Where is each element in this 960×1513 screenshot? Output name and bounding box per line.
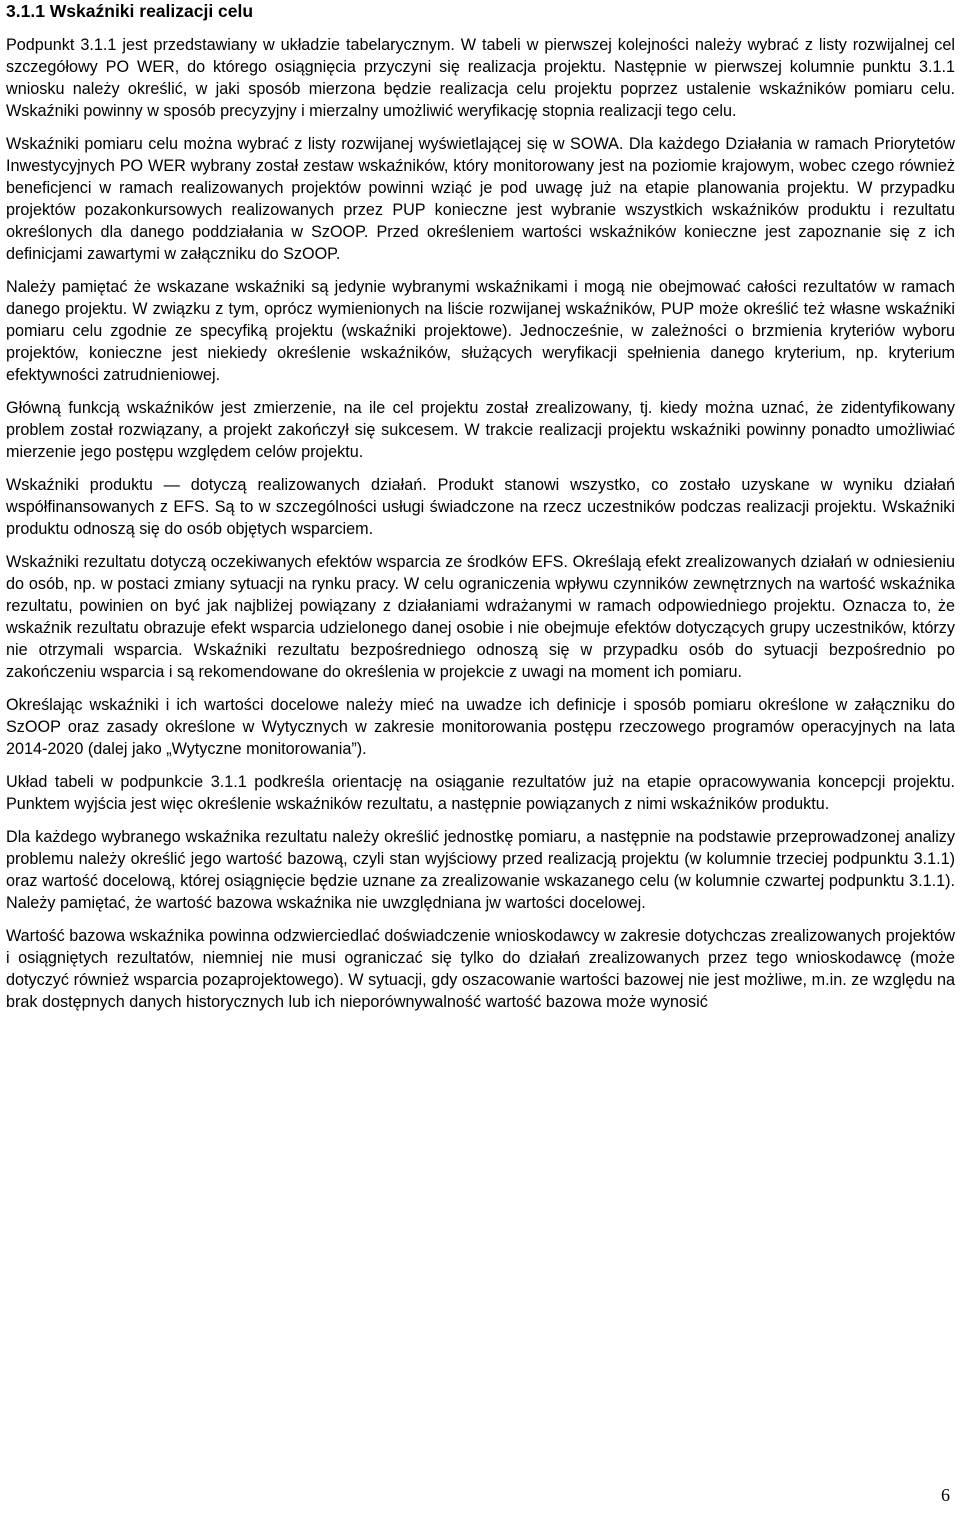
paragraph-own-indicators: Należy pamiętać że wskazane wskaźniki są jedynie wybranymi wskaźnikami i mogą nie obejmować całości rezultatów w ramach danego projektu. W związku z tym, oprócz wymienionych na liście rozwijanej wskaźników, PUP może określić też własne wskaźniki pomiaru celu zgodnie ze specyfiką projektu (wskaźniki projektowe). Jednocześnie, w zależności o brzmienia kryteriów wyboru projektów, konieczne jest niekiedy określenie wskaźników, służących weryfikacji spełnienia danego kryterium, np. kryterium efektywności zatrudnieniowej.	[6, 278, 955, 384]
paragraph-result-indicators: Wskaźniki rezultatu dotyczą oczekiwanych efektów wsparcia ze środków EFS. Określają efekt zrealizowanych działań w odniesieniu do osób, np. w postaci zmiany sytuacji na rynku pracy. W celu ograniczenia wpływu czynników zewnętrznych na wartość wskaźnika rezultatu, powinien on być jak najbliżej powiązany z działaniami wdrażanymi w ramach odpowiedniego projektu. Oznacza to, że wskaźnik rezultatu obrazuje efekt wsparcia udzielonego danej osobie i nie obejmuje efektów dotyczących grupy uczestników, którzy nie otrzymali wsparcia. Wskaźniki rezultatu bezpośredniego odnoszą się w przypadku osób do sytuacji bezpośrednio po zakończeniu wsparcia i są rekomendowane do określenia w projekcie z uwagi na moment ich pomiaru.	[6, 553, 955, 681]
document-page	[6, 0, 955, 1013]
paragraph-target-values: Określając wskaźniki i ich wartości docelowe należy mieć na uwadze ich definicje i sposób pomiaru określone w załączniku do SzOOP oraz zasady określone w Wytycznych w zakresie monitorowania postępu rzeczowego programów operacyjnych na lata 2014-2020 (dalej jako „Wytyczne monitorowania”).	[6, 696, 955, 758]
section-heading: 3.1.1 Wskaźniki realizacji celu	[6, 1, 254, 21]
paragraph-base-value: Dla każdego wybranego wskaźnika rezultatu należy określić jednostkę pomiaru, a następnie na podstawie przeprowadzonej analizy problemu należy określić jego wartość bazową, czyli stan wyjściowy przed realizacją projektu (w kolumnie trzeciej podpunktu 3.1.1) oraz wartość docelową, której osiągnięcie będzie uznane za zrealizowanie wskazanego celu (w kolumnie czwartej podpunktu 3.1.1). Należy pamiętać, że wartość bazowa wskaźnika nie uwzględniana jw wartości docelowej.	[6, 828, 955, 912]
page-number: 6	[941, 1485, 950, 1505]
paragraph-intro: Podpunkt 3.1.1 jest przedstawiany w układzie tabelarycznym. W tabeli w pierwszej kolejności należy wybrać z listy rozwijalnej cel szczegółowy PO WER, do którego osiągnięcia przyczyni się realizacja projektu. Następnie w pierwszej kolumnie punktu 3.1.1 wniosku należy określić, w jaki sposób mierzona będzie realizacja celu projektu poprzez ustalenie wskaźników pomiaru celu. Wskaźniki powinny w sposób precyzyjny i mierzalny umożliwić weryfikację stopnia realizacji tego celu.	[6, 36, 955, 120]
paragraph-base-value-experience: Wartość bazowa wskaźnika powinna odzwierciedlać doświadczenie wnioskodawcy w zakresie dotychczas zrealizowanych projektów i osiągniętych rezultatów, niemniej nie musi ograniczać się tylko do działań zrealizowanych przez tego wnioskodawcę (może dotyczyć również wsparcia pozaprojektowego). W sytuacji, gdy oszacowanie wartości bazowej nie jest możliwe, m.in. ze względu na brak dostępnych danych historycznych lub ich nieporównywalność wartość bazowa może wynosić	[6, 927, 955, 1011]
paragraph-table-layout: Układ tabeli w podpunkcie 3.1.1 podkreśla orientację na osiąganie rezultatów już na etapie opracowywania koncepcji projektu. Punktem wyjścia jest więc określenie wskaźników rezultatu, a następnie powiązanych z nimi wskaźników produktu.	[6, 773, 955, 813]
paragraph-main-function: Główną funkcją wskaźników jest zmierzenie, na ile cel projektu został zrealizowany, tj. kiedy można uznać, że zidentyfikowany problem został rozwiązany, a projekt zakończył się sukcesem. W trakcie realizacji projektu wskaźniki powinny ponadto umożliwiać mierzenie jego postępu względem celów projektu.	[6, 399, 955, 461]
paragraph-indicator-selection: Wskaźniki pomiaru celu można wybrać z listy rozwijanej wyświetlającej się w SOWA. Dla każdego Działania w ramach Priorytetów Inwestycyjnych PO WER wybrany został zestaw wskaźników, który monitorowany jest na poziomie krajowym, wobec czego również beneficjenci w ramach realizowanych projektów powinni wziąć je pod uwagę już na etapie planowania projektu. W przypadku projektów pozakonkursowych realizowanych przez PUP konieczne jest wybranie wszystkich wskaźników produktu i rezultatu określonych dla danego poddziałania w SzOOP. Przed określeniem wartości wskaźników konieczne jest zapoznanie się z ich definicjami zawartymi w załączniku do SzOOP.	[6, 135, 955, 263]
paragraph-product-indicators: Wskaźniki produktu — dotyczą realizowanych działań. Produkt stanowi wszystko, co zostało uzyskane w wyniku działań współfinansowanych z EFS. Są to w szczególności usługi świadczone na rzecz uczestników podczas realizacji projektu. Wskaźniki produktu odnoszą się do osób objętych wsparciem.	[6, 476, 955, 538]
